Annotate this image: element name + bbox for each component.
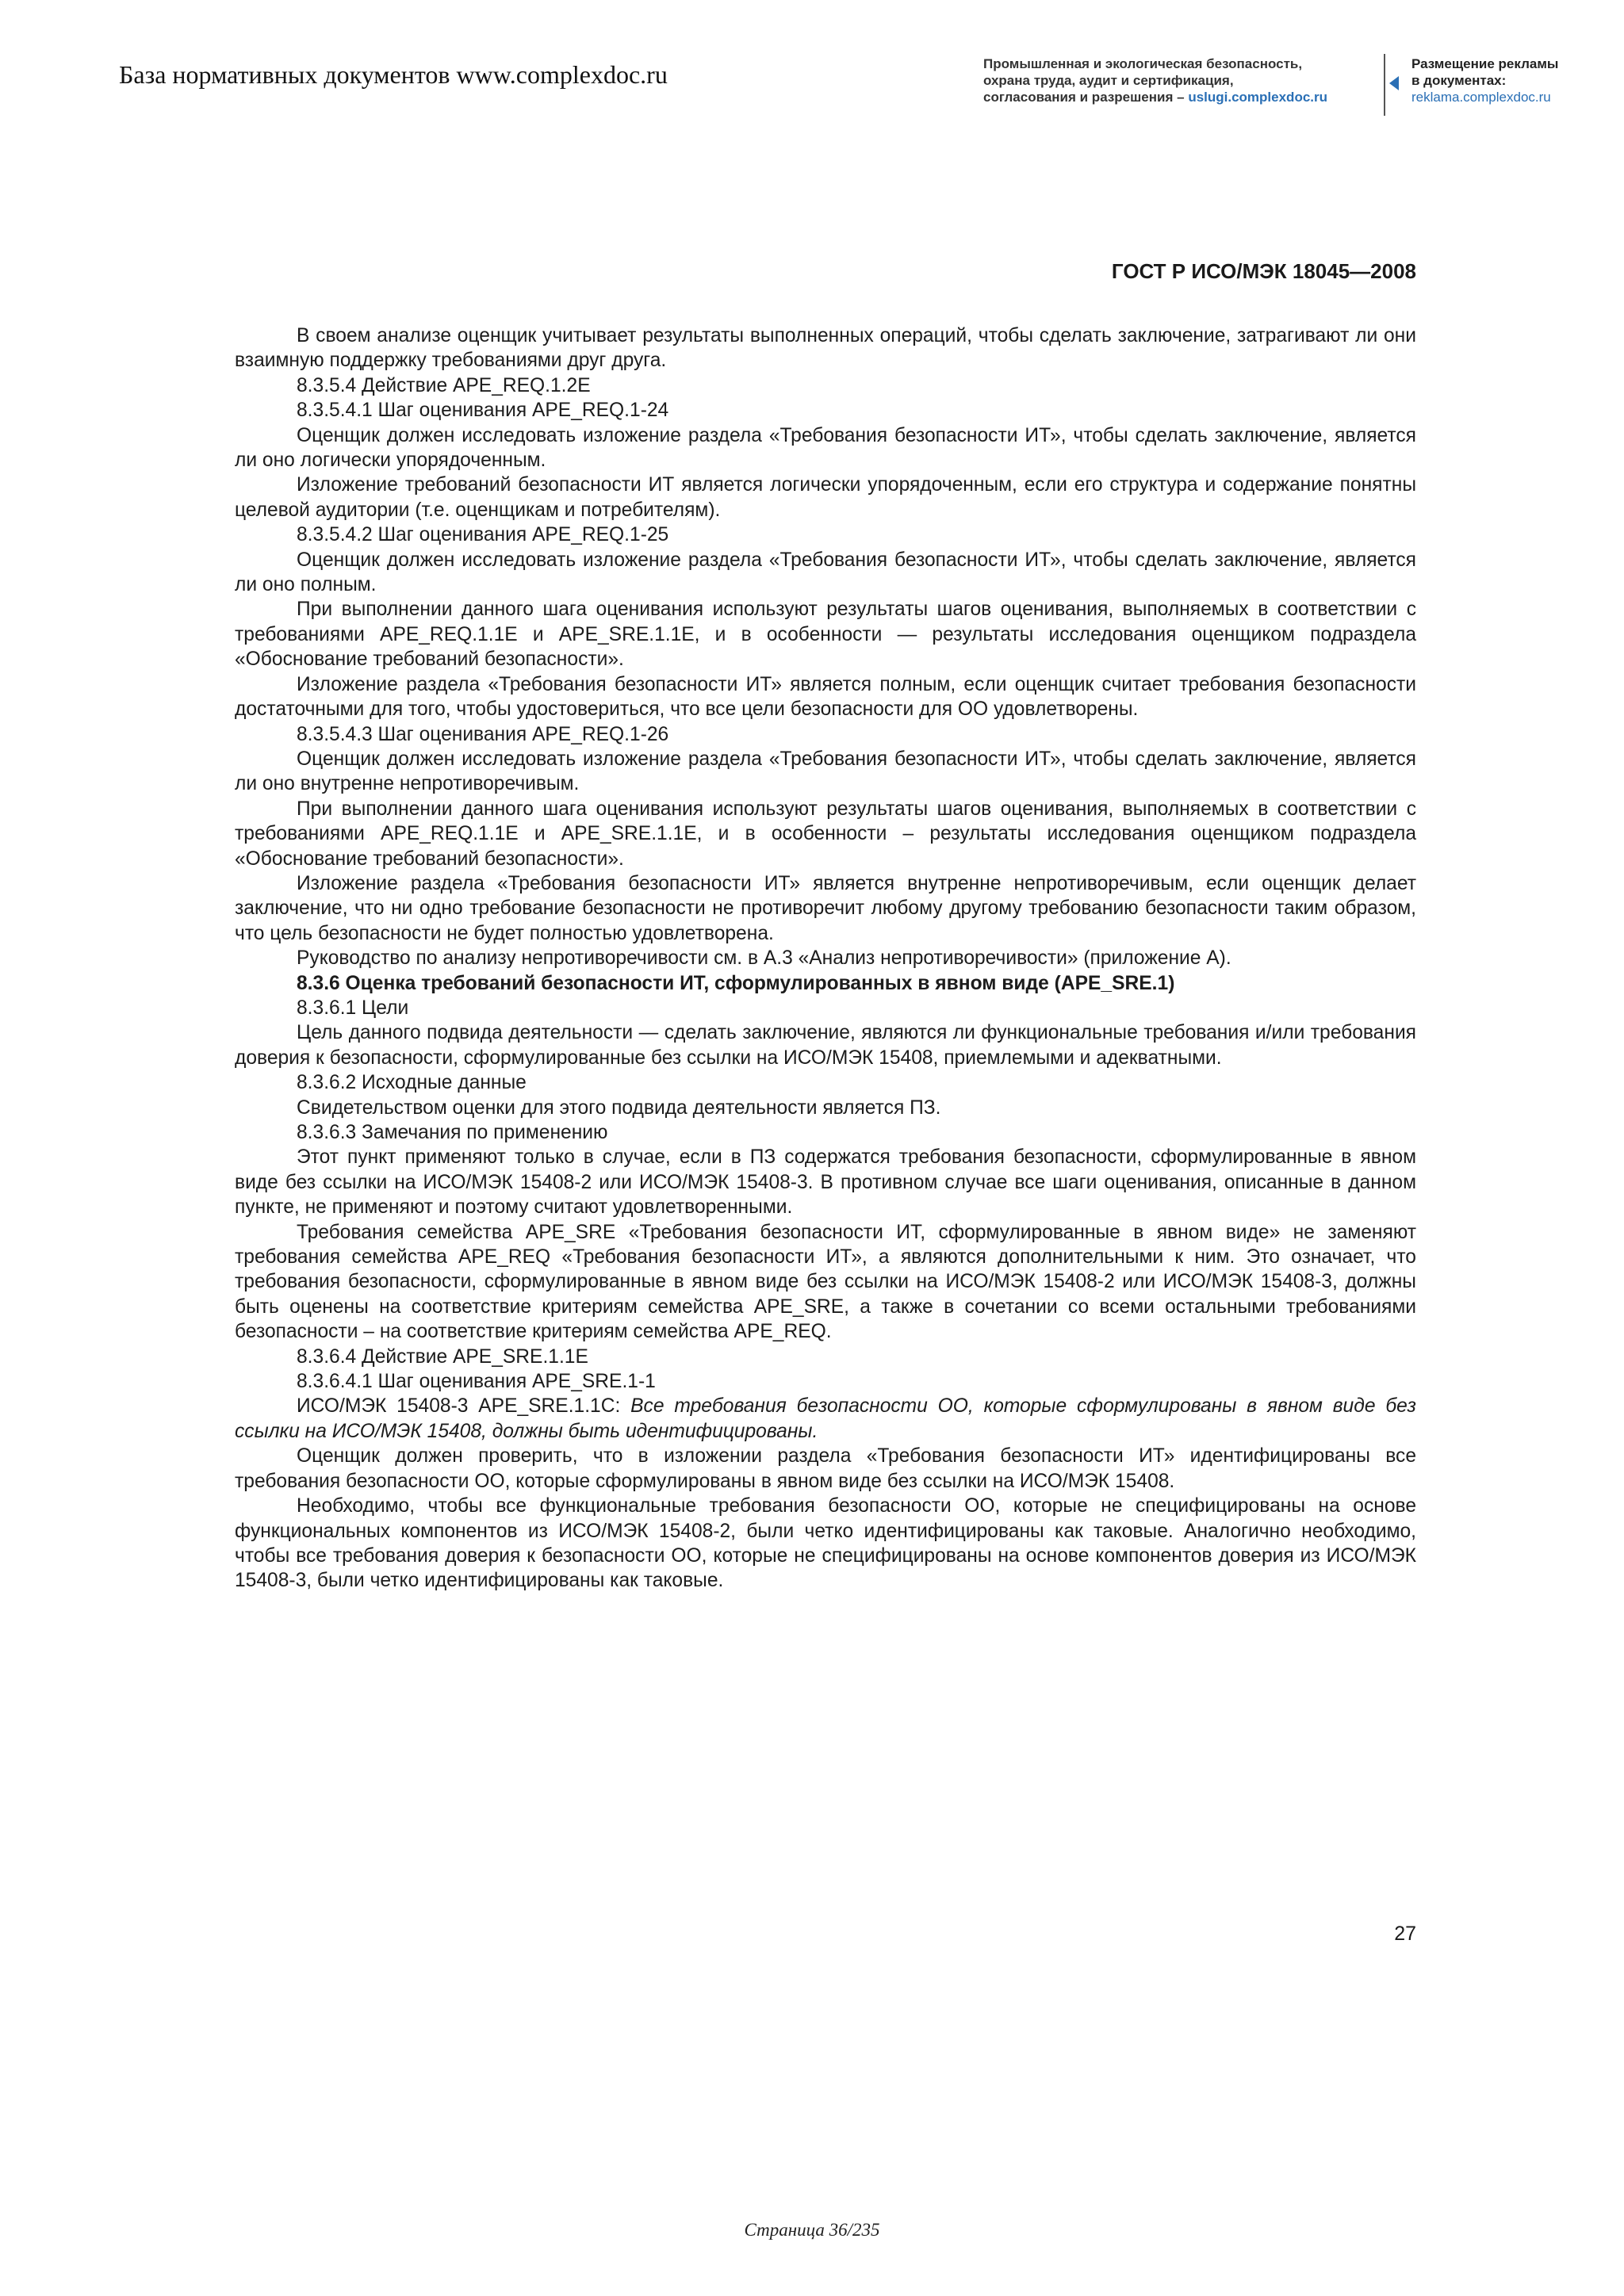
arrow-left-icon <box>1389 76 1399 90</box>
ad-line-2: в документах: <box>1411 73 1507 88</box>
paragraph: Оценщик должен исследовать изложение раздела «Требования безопасности ИТ», чтобы сделать заключение, является ли оно полным. <box>235 549 1416 596</box>
paragraph: Требования семейства APE_SRE «Требования безопасности ИТ, сформулированные в явном виде» не заменяют требования семейства APE_REQ «Требования безопасности ИТ», а являются дополнительными к ним. Это означает, что требования безопасности, сформулированные в явном виде без ссылки на ИСО/МЭК 15408-2 или ИСО/МЭК 15408-3, должны быть оценены на соответствие критериям семейства APE_SRE, а также в сочетании со всеми остальными требованиями безопасности – на соответствие критериям семейства APE_REQ. <box>235 1221 1416 1343</box>
promo-line-3-prefix: согласования и разрешения – <box>983 90 1189 105</box>
page-number: 27 <box>1394 1923 1416 1945</box>
standard-header: ГОСТ Р ИСО/МЭК 18045—2008 <box>1111 259 1416 283</box>
paragraph: 8.3.5.4.1 Шаг оценивания APE_REQ.1-24 <box>297 400 669 422</box>
paragraph: Цель данного подвида деятельности — сделать заключение, являются ли функциональные требования и/или требования доверия к безопасности, сформулированные без ссылки на ИСО/МЭК 15408, приемлемыми и адекватными. <box>235 1022 1416 1069</box>
ad-link[interactable]: reklama.complexdoc.ru <box>1411 90 1551 105</box>
paragraph: Оценщик должен исследовать изложение раздела «Требования безопасности ИТ», чтобы сделать заключение, является ли оно логически упорядоченным. <box>235 424 1416 472</box>
paragraph: Изложение раздела «Требования безопасности ИТ» является полным, если оценщик считает требования безопасности достаточными для того, чтобы удостовериться, что все цели безопасности для ОО удовлетворены. <box>235 673 1416 721</box>
paragraph: Необходимо, чтобы все функциональные требования безопасности ОО, которые не специфицированы на основе функциональных компонентов из ИСО/МЭК 15408-2, были четко идентифицированы как таковые. Аналогично необходимо, чтобы все требования доверия к безопасности ОО, которые не специфицированы на основе компонентов доверия из ИСО/МЭК 15408-3, были четко идентифицированы как таковые. <box>235 1495 1416 1592</box>
paragraph: Изложение раздела «Требования безопасности ИТ» является внутренне непротиворечивым, если оценщик делает заключение, что ни одно требование безопасности не противоречит любому другому требованию безопасности таким образом, что цель безопасности не будет полностью удовлетворена. <box>235 872 1416 944</box>
promo-divider <box>1384 54 1385 116</box>
paragraph: 8.3.5.4.3 Шаг оценивания APE_REQ.1-26 <box>297 723 669 745</box>
paragraph-with-italic-clause <box>235 1394 1416 1444</box>
paragraph: Свидетельством оценки для этого подвида деятельности является ПЗ. <box>297 1096 941 1119</box>
paragraph: 8.3.6.3 Замечания по применению <box>297 1122 608 1143</box>
site-banner: База нормативных документов www.complexdoc.ru <box>119 60 668 89</box>
paragraph: 8.3.6.4.1 Шаг оценивания APE_SRE.1-1 <box>297 1371 656 1393</box>
paragraph: 8.3.5.4.2 Шаг оценивания APE_REQ.1-25 <box>297 524 669 546</box>
promo-block[interactable] <box>983 55 1327 105</box>
document-body <box>235 323 1416 1594</box>
paragraph: Этот пункт применяют только в случае, если в ПЗ содержатся требования безопасности, сформулированные в явном виде без ссылки на ИСО/МЭК 15408-2 или ИСО/МЭК 15408-3. В противном случае все шаги оценивания, описанные в данном пункте, не применяют и поэтому считают удовлетворенными. <box>235 1146 1416 1219</box>
italic-clause: Все требования безопасности ОО, которые сформулированы в явном виде без ссылки на ИСО/МЭК 15408, должны быть идентифицированы. <box>235 1395 1416 1442</box>
paragraph: Оценщик должен исследовать изложение раздела «Требования безопасности ИТ», чтобы сделать заключение, является ли оно внутренне непротиворечивым. <box>235 748 1416 795</box>
paragraph: Руководство по анализу непротиворечивости см. в А.3 «Анализ непротиворечивости» (приложение А). <box>297 947 1231 970</box>
ad-block[interactable] <box>1411 55 1558 105</box>
page-footer: Страница 36/235 <box>744 2220 880 2240</box>
paragraph: 8.3.6.1 Цели <box>297 997 409 1019</box>
paragraph: Оценщик должен проверить, что в изложении раздела «Требования безопасности ИТ» идентифицированы все требования безопасности ОО, которые сформулированы в явном виде без ссылки на ИСО/МЭК 15408. <box>235 1445 1416 1492</box>
paragraph: Изложение требований безопасности ИТ является логически упорядоченным, если его структура и содержание понятны целевой аудитории (т.е. оценщикам и потребителям). <box>235 474 1416 521</box>
paragraph: В своем анализе оценщик учитывает результаты выполненных операций, чтобы сделать заключение, затрагивают ли они взаимную поддержку требованиями друг друга. <box>235 325 1416 372</box>
section-heading: 8.3.6 Оценка требований безопасности ИТ, сформулированных в явном виде (APE_SRE.1) <box>297 972 1175 994</box>
paragraph: При выполнении данного шага оценивания используют результаты шагов оценивания, выполняемых в соответствии с требованиями APE_REQ.1.1E и APE_SRE.1.1E, и в особенности – результаты исследования оценщиком подраздела «Обоснование требований безопасности». <box>235 798 1416 870</box>
promo-line-3 <box>983 89 1327 105</box>
ad-line-1: Размещение рекламы <box>1411 56 1559 71</box>
promo-line-2: охрана труда, аудит и сертификация, <box>983 73 1234 88</box>
promo-line-1: Промышленная и экологическая безопасность, <box>983 56 1303 71</box>
paragraph: При выполнении данного шага оценивания используют результаты шагов оценивания, выполняемых в соответствии с требованиями APE_REQ.1.1E и APE_SRE.1.1E, и в особенности — результаты исследования оценщиком подраздела «Обоснование требований безопасности». <box>235 599 1416 671</box>
clause-reference: ИСО/МЭК 15408-3 APE_SRE.1.1C: <box>297 1395 631 1418</box>
paragraph: 8.3.6.2 Исходные данные <box>297 1072 527 1094</box>
paragraph: 8.3.5.4 Действие APE_REQ.1.2E <box>297 374 591 396</box>
promo-link[interactable]: uslugi.complexdoc.ru <box>1188 90 1328 105</box>
paragraph: 8.3.6.4 Действие APE_SRE.1.1E <box>297 1345 588 1368</box>
